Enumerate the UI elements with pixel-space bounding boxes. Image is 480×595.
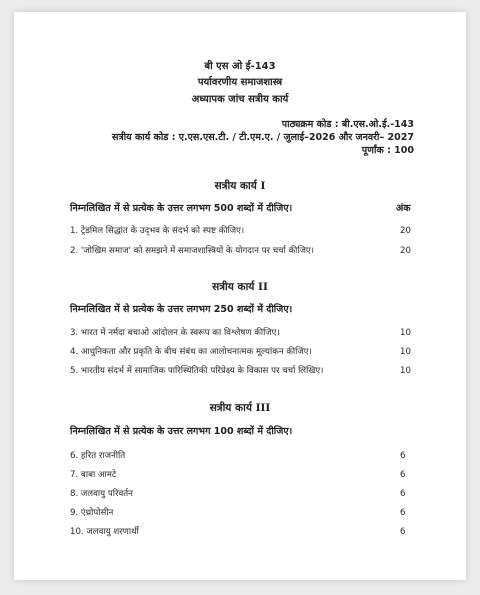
assignment-code-line: सत्रीय कार्य कोड : ए.एस.एस.टी. / टी.एम.ए. / जुलाई–2026 और जनवरी– 2027 xyxy=(112,132,414,143)
question-3: 3. भारत में नर्मदा बचाओ आंदोलन के स्वरूप का विश्लेषण कीजिए। xyxy=(70,328,280,338)
question-7-marks: 6 xyxy=(400,470,406,480)
question-3-marks: 10 xyxy=(400,328,411,338)
question-6-marks: 6 xyxy=(400,451,406,461)
question-1-marks: 20 xyxy=(400,226,411,236)
marks-column-header: अंक xyxy=(396,203,411,214)
question-4: 4. आधुनिकता और प्रकृति के बीच संबंध का आलोचनात्मक मूल्यांकन कीजिए। xyxy=(70,347,312,357)
question-5-marks: 10 xyxy=(400,366,411,376)
max-marks-line: पूर्णांक : 100 xyxy=(361,145,414,156)
question-8: 8. जलवायु परिवर्तन xyxy=(70,489,133,499)
question-2: 2. 'जोखिम समाज' को समझने में समाजशास्त्रियों के योगदान पर चर्चा कीजिए। xyxy=(70,246,315,256)
section-2-instruction: निम्नलिखित में से प्रत्येक के उत्तर लगभग 250 शब्दों में दीजिए। xyxy=(70,304,293,315)
section-2-title: सत्रीय कार्य II xyxy=(212,281,268,293)
question-8-marks: 6 xyxy=(400,489,406,499)
question-4-marks: 10 xyxy=(400,347,411,357)
course-code-line: पाठ्यक्रम कोड : बी.एस.ओ.ई.-143 xyxy=(281,119,414,130)
course-code-title: बी एस ओ ई-143 xyxy=(204,61,276,72)
question-6: 6. हरित राजनीति xyxy=(70,451,126,461)
question-10-marks: 6 xyxy=(400,527,406,537)
question-10: 10. जलवायु शरणार्थी xyxy=(70,527,139,537)
question-9-marks: 6 xyxy=(400,508,406,518)
section-3-title: सत्रीय कार्य III xyxy=(209,402,271,414)
question-5: 5. भारतीय संदर्भ में सामाजिक पारिस्थितिकी परिप्रेक्ष्य के विकास पर चर्चा लिखिए। xyxy=(70,366,324,376)
assignment-kind-title: अध्यापक जांच सत्रीय कार्य xyxy=(191,94,289,105)
section-1-instruction: निम्नलिखित में से प्रत्येक के उत्तर लगभग 500 शब्दों में दीजिए। xyxy=(70,203,293,214)
question-2-marks: 20 xyxy=(400,246,411,256)
section-3-instruction: निम्नलिखित में से प्रत्येक के उत्तर लगभग 100 शब्दों में दीजिए। xyxy=(70,426,293,437)
course-name-title: पर्यावरणीय समाजशास्त्र xyxy=(197,77,283,88)
question-7: 7. बाबा आमटे xyxy=(70,470,117,480)
document-page xyxy=(14,12,466,580)
question-9: 9. एंथ्रोपोसीन xyxy=(70,508,114,518)
question-1: 1. ट्रेडमिल सिद्धांत के उद्‍भव के संदर्भ को स्पष्ट कीजिए। xyxy=(70,226,245,236)
section-1-title: सत्रीय कार्य I xyxy=(214,180,266,192)
